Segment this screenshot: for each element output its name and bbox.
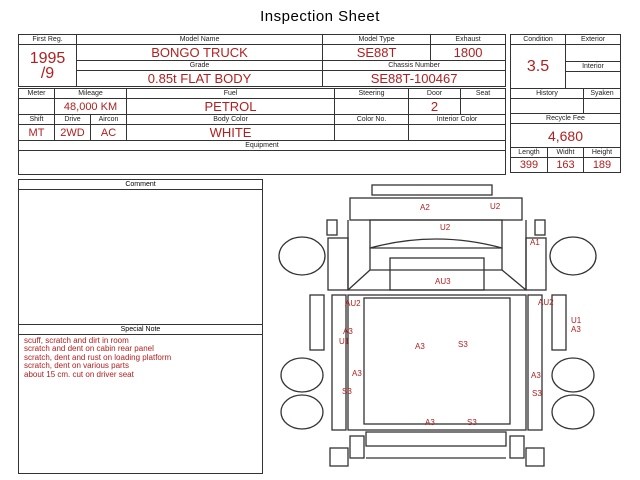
damage-mark: AU2 bbox=[345, 299, 361, 308]
damage-mark: S3 bbox=[342, 387, 352, 396]
mileage-value: 48,000 KM bbox=[55, 99, 127, 115]
damage-mark: S3 bbox=[532, 389, 542, 398]
seat-value bbox=[461, 99, 506, 115]
front-bumper-top bbox=[372, 185, 492, 195]
mileage-label: Mileage bbox=[55, 89, 127, 99]
shift-label: Shift bbox=[19, 115, 55, 125]
interior-color-value bbox=[409, 125, 506, 141]
width-value: 163 bbox=[548, 158, 584, 173]
model-type-value: SE88T bbox=[323, 45, 431, 61]
damage-mark: S3 bbox=[467, 418, 477, 427]
damage-mark: A2 bbox=[420, 203, 430, 212]
interior-value bbox=[566, 72, 621, 89]
model-name-value: BONGO TRUCK bbox=[77, 45, 323, 61]
damage-mark: A1 bbox=[530, 238, 540, 247]
recycle-fee-label: Recycle Fee bbox=[511, 114, 621, 124]
model-type-label: Model Type bbox=[323, 35, 431, 45]
page-title: Inspection Sheet bbox=[260, 8, 380, 25]
vehicle-info-table bbox=[18, 34, 506, 87]
damage-mark: U2 bbox=[440, 223, 451, 232]
door-value: 2 bbox=[409, 99, 461, 115]
equipment-label: Equipment bbox=[19, 141, 506, 151]
aircon-value: AC bbox=[91, 125, 127, 141]
history-label: History bbox=[511, 89, 584, 99]
body-color-label: Body Color bbox=[127, 115, 335, 125]
rear-left-wheel bbox=[281, 358, 323, 392]
length-label: Length bbox=[511, 148, 548, 158]
rear-right-wheel bbox=[552, 358, 594, 392]
first-reg-label: First Reg. bbox=[19, 35, 77, 45]
syaken-value bbox=[584, 99, 621, 114]
color-no-value bbox=[335, 125, 409, 141]
exterior-value bbox=[566, 45, 621, 62]
first-reg-month: /9 bbox=[40, 64, 55, 82]
comment-label: Comment bbox=[19, 180, 262, 190]
damage-mark: A3 bbox=[343, 327, 353, 336]
steering-label: Steering bbox=[335, 89, 409, 99]
grade-label: Grade bbox=[77, 61, 323, 71]
comment-box bbox=[18, 179, 263, 325]
first-reg-year: 1995 bbox=[29, 49, 66, 67]
history-table bbox=[510, 88, 621, 173]
exhaust-label: Exhaust bbox=[431, 35, 506, 45]
height-label: Height bbox=[584, 148, 621, 158]
steering-value bbox=[335, 99, 409, 115]
chassis-number-label: Chassis Number bbox=[323, 61, 506, 71]
chassis-number-value: SE88T-100467 bbox=[323, 71, 506, 87]
condition-label: Condition bbox=[511, 35, 566, 45]
recycle-fee-value: 4,680 bbox=[511, 124, 621, 148]
damage-mark: AU3 bbox=[435, 277, 451, 286]
grade-value: 0.85t FLAT BODY bbox=[77, 71, 323, 87]
special-note-label: Special Note bbox=[19, 325, 262, 335]
damage-mark: A3 bbox=[415, 342, 425, 351]
damage-mark: A3 bbox=[531, 371, 541, 380]
loading-platform bbox=[348, 295, 526, 430]
door-label: Door bbox=[409, 89, 461, 99]
fuel-value: PETROL bbox=[127, 99, 335, 115]
height-value: 189 bbox=[584, 158, 621, 173]
special-note-text: scuff, scratch and dirt in room scratch and dent on cabin rear panel scratch, dent and rust on loading platform scratch, dent on various parts about 15 cm. cut on driver seat bbox=[24, 336, 172, 379]
history-value bbox=[511, 99, 584, 114]
meter-label: Meter bbox=[19, 89, 55, 99]
interior-label: Interior bbox=[566, 62, 621, 72]
interior-color-label: Interior Color bbox=[409, 115, 506, 125]
damage-mark: U1 bbox=[571, 316, 582, 325]
damage-mark: A3 bbox=[352, 369, 362, 378]
body-color-value: WHITE bbox=[127, 125, 335, 141]
condition-table bbox=[510, 34, 621, 89]
shift-value: MT bbox=[19, 125, 55, 141]
meter-value bbox=[19, 99, 55, 115]
drive-value: 2WD bbox=[55, 125, 91, 141]
exterior-label: Exterior bbox=[566, 35, 621, 45]
damage-mark: S3 bbox=[458, 340, 468, 349]
equipment-value bbox=[19, 151, 506, 175]
exhaust-value: 1800 bbox=[431, 45, 506, 61]
damage-mark: U1 bbox=[339, 337, 350, 346]
model-name-label: Model Name bbox=[77, 35, 323, 45]
syaken-label: Syaken bbox=[584, 89, 621, 99]
damage-mark: U2 bbox=[490, 202, 501, 211]
aircon-label: Aircon bbox=[91, 115, 127, 125]
front-left-wheel bbox=[279, 237, 325, 275]
special-note-box bbox=[18, 324, 263, 474]
damage-mark: A3 bbox=[571, 325, 581, 334]
first-reg-value bbox=[19, 45, 77, 87]
length-value: 399 bbox=[511, 158, 548, 173]
drive-label: Drive bbox=[55, 115, 91, 125]
vehicle-spec-table bbox=[18, 88, 506, 175]
width-label: Widht bbox=[548, 148, 584, 158]
condition-value: 3.5 bbox=[511, 45, 566, 89]
color-no-label: Color No. bbox=[335, 115, 409, 125]
damage-mark: A3 bbox=[425, 418, 435, 427]
rear-bumper bbox=[366, 432, 506, 446]
seat-label: Seat bbox=[461, 89, 506, 99]
damage-mark: AU2 bbox=[538, 298, 554, 307]
front-right-wheel bbox=[550, 237, 596, 275]
fuel-label: Fuel bbox=[127, 89, 335, 99]
